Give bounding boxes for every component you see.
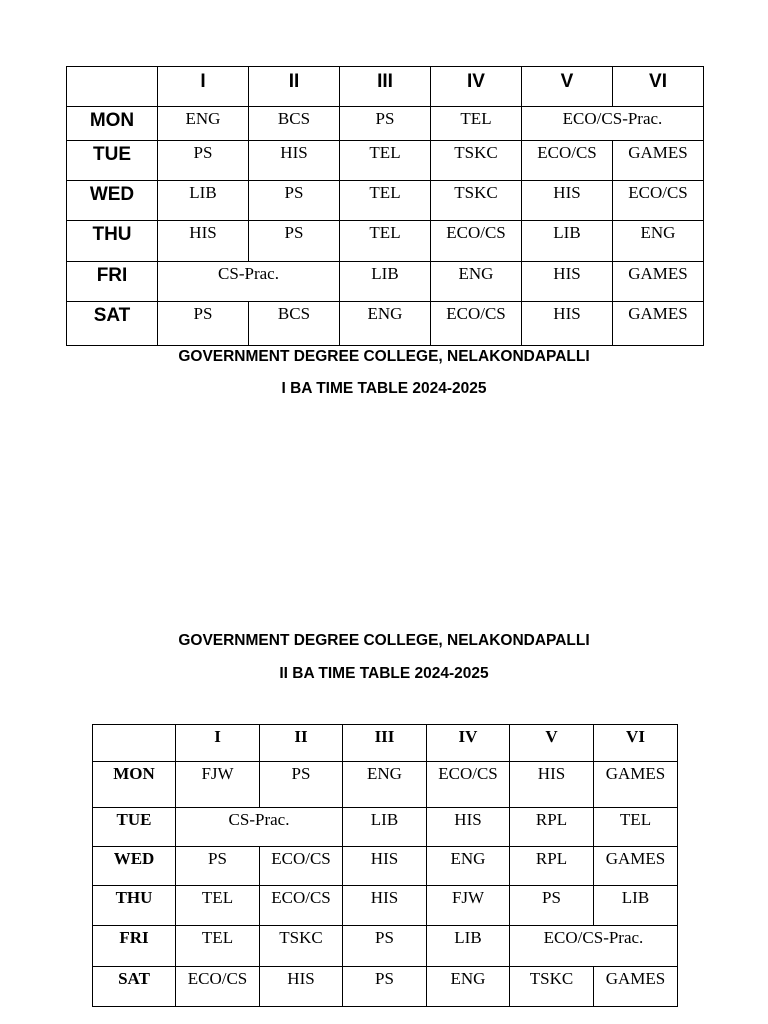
subject-cell: CS-Prac. (176, 808, 343, 847)
corner-cell (93, 725, 176, 762)
subject-cell: ENG (340, 302, 431, 346)
subject-cell: LIB (343, 808, 427, 847)
subject-cell: GAMES (594, 967, 678, 1007)
subject-cell: HIS (249, 141, 340, 181)
subject-cell: HIS (343, 886, 427, 926)
timetable-1-body (67, 67, 704, 346)
period-header: I (158, 67, 249, 107)
table-row (93, 926, 678, 967)
subject-cell: ECO/CS (613, 181, 704, 221)
subject-cell: ECO/CS (176, 967, 260, 1007)
subject-cell: PS (249, 221, 340, 262)
subject-cell: ECO/CS-Prac. (522, 107, 704, 141)
subject-cell: PS (260, 762, 343, 808)
subject-cell: TEL (340, 141, 431, 181)
table-row (67, 262, 704, 302)
table-row (67, 107, 704, 141)
timetable-1-college-name: GOVERNMENT DEGREE COLLEGE, NELAKONDAPALLI (178, 348, 590, 365)
subject-cell: PS (343, 967, 427, 1007)
period-header: V (522, 67, 613, 107)
period-header: II (260, 725, 343, 762)
subject-cell: ENG (427, 967, 510, 1007)
timetable-2-college-name: GOVERNMENT DEGREE COLLEGE, NELAKONDAPALLI (178, 632, 590, 649)
subject-cell: FJW (176, 762, 260, 808)
subject-cell: ENG (431, 262, 522, 302)
timetable-1-title: I BA TIME TABLE 2024-2025 (281, 380, 487, 397)
table-row (67, 302, 704, 346)
period-header: I (176, 725, 260, 762)
subject-cell: HIS (522, 181, 613, 221)
subject-cell: HIS (158, 221, 249, 262)
subject-cell: ECO/CS (427, 762, 510, 808)
subject-cell: GAMES (594, 847, 678, 886)
subject-cell: LIB (158, 181, 249, 221)
subject-cell: RPL (510, 847, 594, 886)
timetable-1-table (66, 66, 704, 346)
subject-cell: ECO/CS (522, 141, 613, 181)
day-label: THU (93, 886, 176, 926)
period-header: VI (613, 67, 704, 107)
subject-cell: ENG (427, 847, 510, 886)
subject-cell: LIB (522, 221, 613, 262)
table-row (93, 762, 678, 808)
subject-cell: LIB (427, 926, 510, 967)
day-label: WED (67, 181, 158, 221)
table-row (93, 847, 678, 886)
subject-cell: TEL (340, 181, 431, 221)
table-row (67, 181, 704, 221)
table-row (67, 221, 704, 262)
subject-cell: CS-Prac. (158, 262, 340, 302)
day-label: MON (67, 107, 158, 141)
table-row (67, 141, 704, 181)
subject-cell: TEL (340, 221, 431, 262)
subject-cell: PS (158, 141, 249, 181)
subject-cell: TSKC (260, 926, 343, 967)
subject-cell: ENG (613, 221, 704, 262)
day-label: THU (67, 221, 158, 262)
subject-cell: HIS (522, 302, 613, 346)
subject-cell: PS (249, 181, 340, 221)
subject-cell: RPL (510, 808, 594, 847)
subject-cell: TEL (176, 926, 260, 967)
subject-cell: ENG (158, 107, 249, 141)
day-label: TUE (67, 141, 158, 181)
table-row (93, 886, 678, 926)
period-header: III (343, 725, 427, 762)
subject-cell: LIB (594, 886, 678, 926)
period-header: II (249, 67, 340, 107)
table-row (93, 808, 678, 847)
day-label: MON (93, 762, 176, 808)
subject-cell: PS (158, 302, 249, 346)
subject-cell: TEL (176, 886, 260, 926)
subject-cell: ECO/CS (431, 302, 522, 346)
table-row (93, 967, 678, 1007)
subject-cell: GAMES (613, 262, 704, 302)
subject-cell: GAMES (613, 141, 704, 181)
period-header: III (340, 67, 431, 107)
timetable-2-body (93, 725, 678, 1007)
period-header: IV (431, 67, 522, 107)
period-header: VI (594, 725, 678, 762)
day-label: FRI (67, 262, 158, 302)
header-row (93, 725, 678, 762)
subject-cell: TSKC (510, 967, 594, 1007)
header-row (67, 67, 704, 107)
subject-cell: BCS (249, 107, 340, 141)
subject-cell: GAMES (594, 762, 678, 808)
timetable-2-table (92, 724, 678, 1007)
subject-cell: HIS (522, 262, 613, 302)
timetable-2-title: II BA TIME TABLE 2024-2025 (279, 665, 489, 682)
corner-cell (67, 67, 158, 107)
subject-cell: ECO/CS (260, 847, 343, 886)
period-header: V (510, 725, 594, 762)
subject-cell: PS (176, 847, 260, 886)
subject-cell: TEL (594, 808, 678, 847)
day-label: FRI (93, 926, 176, 967)
day-label: TUE (93, 808, 176, 847)
subject-cell: BCS (249, 302, 340, 346)
subject-cell: ECO/CS (431, 221, 522, 262)
subject-cell: TSKC (431, 141, 522, 181)
subject-cell: FJW (427, 886, 510, 926)
day-label: WED (93, 847, 176, 886)
subject-cell: HIS (427, 808, 510, 847)
subject-cell: TSKC (431, 181, 522, 221)
day-label: SAT (67, 302, 158, 346)
period-header: IV (427, 725, 510, 762)
subject-cell: ENG (343, 762, 427, 808)
subject-cell: ECO/CS-Prac. (510, 926, 678, 967)
subject-cell: HIS (260, 967, 343, 1007)
subject-cell: TEL (431, 107, 522, 141)
subject-cell: GAMES (613, 302, 704, 346)
subject-cell: HIS (510, 762, 594, 808)
subject-cell: PS (510, 886, 594, 926)
subject-cell: LIB (340, 262, 431, 302)
day-label: SAT (93, 967, 176, 1007)
subject-cell: HIS (343, 847, 427, 886)
subject-cell: ECO/CS (260, 886, 343, 926)
subject-cell: PS (343, 926, 427, 967)
subject-cell: PS (340, 107, 431, 141)
